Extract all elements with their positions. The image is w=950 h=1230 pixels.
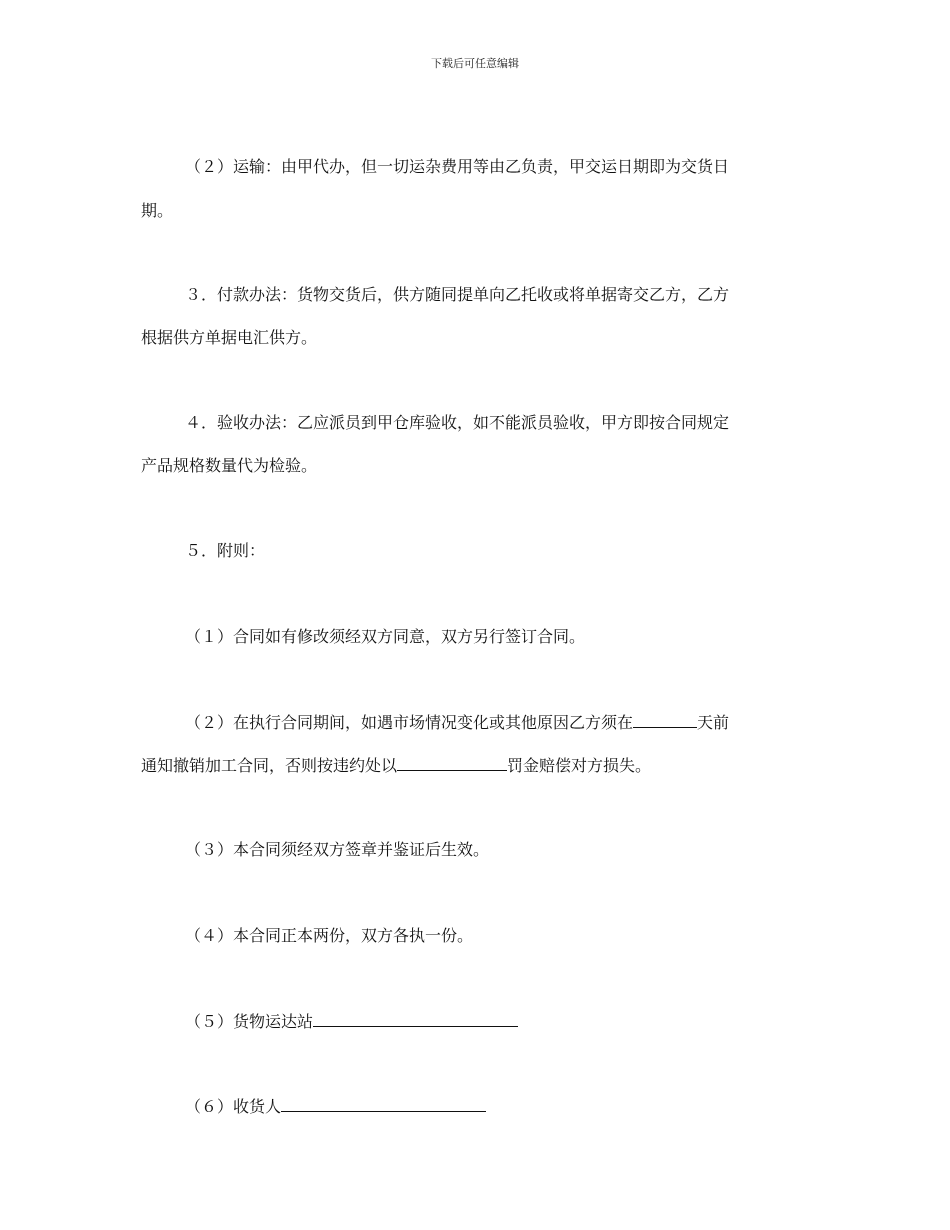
clause-inspection-line2: 产品规格数量代为检验。 [141,456,318,475]
clause-transport-line1: （２）运输：由甲代办，但一切运杂费用等由乙负责，甲交运日期即为交货日 [185,157,730,176]
clause-transport-line2: 期。 [141,201,174,220]
days-blank-field [633,712,697,728]
consignee-blank [281,1096,486,1112]
supplementary-item-2-text-d: 罚金赔偿对方损失。 [507,756,652,775]
supplementary-item-2-text-b: 天前 [697,713,730,732]
supplementary-item-2-text-c: 通知撤销加工合同，否则按违约处以 [141,756,398,775]
clause-payment-line1: ３．付款办法：货物交货后，供方随同提单向乙托收或将单据寄交乙方，乙方 [185,285,730,304]
supplementary-item-3: （３）本合同须经双方签章并鉴证后生效。 [185,840,490,859]
supplementary-item-5 [185,1011,865,1032]
supplementary-item-4: （４）本合同正本两份，双方各执一份。 [185,926,474,945]
clause-payment-line2: 根据供方单据电汇供方。 [141,328,318,347]
destination-station-label: （５）货物运达站 [185,1012,314,1031]
destination-station-blank [313,1011,518,1027]
clause-supplementary-heading: ５．附则： [185,541,266,560]
supplementary-item-2-line2 [141,755,821,776]
penalty-blank-field [397,755,507,771]
supplementary-item-2-line1 [185,712,865,733]
clause-inspection-line1: ４．验收办法：乙应派员到甲仓库验收，如不能派员验收，甲方即按合同规定 [185,413,730,432]
consignee-label: （６）收货人 [185,1097,282,1116]
supplementary-item-1: （１）合同如有修改须经双方同意，双方另行签订合同。 [185,627,586,646]
supplementary-item-2-text-a: （２）在执行合同期间，如遇市场情况变化或其他原因乙方须在 [185,713,634,732]
supplementary-item-6 [185,1096,865,1117]
page-header: 下载后可任意编辑 [431,57,519,70]
